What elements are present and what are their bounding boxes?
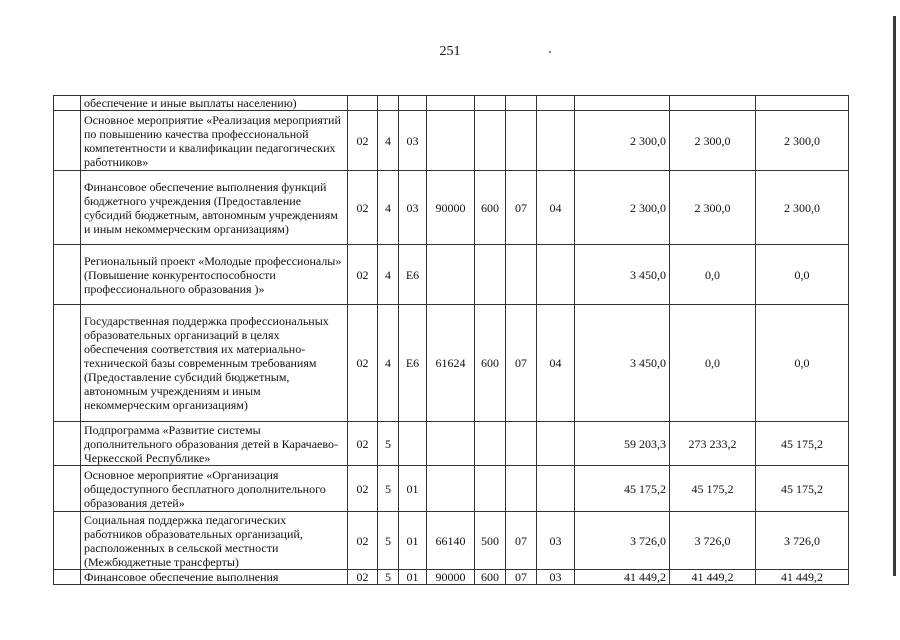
code-section bbox=[506, 245, 537, 305]
table-row bbox=[54, 245, 849, 305]
table-row bbox=[54, 570, 849, 585]
index-cell bbox=[54, 245, 81, 305]
item-name: Государственная поддержка профессиональных образовательных организаций в целях обеспечения соответствия их материально-технической базы современным требованиям (Предоставление субсидий бюджетным, автономным учреждениям и иным некоммерческим организациям) bbox=[81, 305, 348, 422]
code-subprogram: 4 bbox=[378, 305, 399, 422]
code-program: 02 bbox=[348, 171, 378, 245]
item-name: Основное мероприятие «Организация общедоступного бесплатного дополнительного образования детей» bbox=[81, 466, 348, 512]
item-name: Региональный проект «Молодые профессионалы» (Повышение конкурентоспособности профессионального образования )» bbox=[81, 245, 348, 305]
amount-year-2 bbox=[670, 96, 756, 111]
index-cell bbox=[54, 512, 81, 570]
amount-year-3: 45 175,2 bbox=[756, 466, 849, 512]
code-expense-type: 600 bbox=[475, 570, 506, 585]
code-expense-type: 600 bbox=[475, 171, 506, 245]
amount-year-1: 41 449,2 bbox=[575, 570, 670, 585]
amount-year-1: 45 175,2 bbox=[575, 466, 670, 512]
amount-year-1: 3 726,0 bbox=[575, 512, 670, 570]
code-section: 07 bbox=[506, 305, 537, 422]
page-number: 251 bbox=[439, 44, 461, 59]
code-direction: 61624 bbox=[427, 305, 475, 422]
code-section: 07 bbox=[506, 171, 537, 245]
code-section bbox=[506, 422, 537, 466]
code-subsection: 04 bbox=[537, 171, 575, 245]
table-row bbox=[54, 466, 849, 512]
code-section: 07 bbox=[506, 512, 537, 570]
code-measure bbox=[399, 422, 427, 466]
code-measure: 03 bbox=[399, 111, 427, 171]
amount-year-2: 41 449,2 bbox=[670, 570, 756, 585]
code-expense-type: 600 bbox=[475, 305, 506, 422]
code-measure: E6 bbox=[399, 245, 427, 305]
table-row bbox=[54, 111, 849, 171]
amount-year-2: 2 300,0 bbox=[670, 111, 756, 171]
code-subsection: 03 bbox=[537, 512, 575, 570]
amount-year-2: 3 726,0 bbox=[670, 512, 756, 570]
code-expense-type bbox=[475, 111, 506, 171]
code-section bbox=[506, 111, 537, 171]
code-subprogram: 5 bbox=[378, 570, 399, 585]
amount-year-3: 2 300,0 bbox=[756, 111, 849, 171]
code-subsection: 03 bbox=[537, 570, 575, 585]
code-program bbox=[348, 96, 378, 111]
index-cell bbox=[54, 171, 81, 245]
code-program: 02 bbox=[348, 422, 378, 466]
code-direction bbox=[427, 96, 475, 111]
code-subprogram: 5 bbox=[378, 466, 399, 512]
code-direction bbox=[427, 245, 475, 305]
budget-table bbox=[53, 95, 849, 585]
item-name: Финансовое обеспечение выполнения функций бюджетного учреждения (Предоставление субсидий бюджетным, автономным учреждениям и иным некоммерческим организациям) bbox=[81, 171, 348, 245]
index-cell bbox=[54, 570, 81, 585]
amount-year-1 bbox=[575, 96, 670, 111]
code-section bbox=[506, 466, 537, 512]
code-section: 07 bbox=[506, 570, 537, 585]
index-cell bbox=[54, 422, 81, 466]
code-program: 02 bbox=[348, 111, 378, 171]
item-name: Социальная поддержка педагогических работников образовательных организаций, расположенных в сельской местности (Межбюджетные трансферты) bbox=[81, 512, 348, 570]
amount-year-3: 0,0 bbox=[756, 305, 849, 422]
amount-year-1: 3 450,0 bbox=[575, 245, 670, 305]
code-direction: 66140 bbox=[427, 512, 475, 570]
code-measure: E6 bbox=[399, 305, 427, 422]
code-subsection bbox=[537, 96, 575, 111]
amount-year-3: 0,0 bbox=[756, 245, 849, 305]
code-subsection bbox=[537, 466, 575, 512]
amount-year-3 bbox=[756, 96, 849, 111]
code-subprogram bbox=[378, 96, 399, 111]
code-measure: 01 bbox=[399, 512, 427, 570]
code-program: 02 bbox=[348, 512, 378, 570]
index-cell bbox=[54, 305, 81, 422]
scan-edge-line bbox=[893, 16, 896, 576]
code-program: 02 bbox=[348, 570, 378, 585]
scan-speck bbox=[549, 51, 551, 53]
code-subprogram: 4 bbox=[378, 245, 399, 305]
code-measure bbox=[399, 96, 427, 111]
code-program: 02 bbox=[348, 466, 378, 512]
code-expense-type bbox=[475, 245, 506, 305]
code-direction bbox=[427, 466, 475, 512]
index-cell bbox=[54, 96, 81, 111]
code-direction: 90000 bbox=[427, 171, 475, 245]
code-subsection: 04 bbox=[537, 305, 575, 422]
code-subsection bbox=[537, 422, 575, 466]
amount-year-3: 2 300,0 bbox=[756, 171, 849, 245]
code-subprogram: 5 bbox=[378, 512, 399, 570]
code-direction: 90000 bbox=[427, 570, 475, 585]
table-row bbox=[54, 422, 849, 466]
item-name: обеспечение и иные выплаты населению) bbox=[81, 96, 348, 111]
code-subsection bbox=[537, 245, 575, 305]
table-row bbox=[54, 512, 849, 570]
code-expense-type bbox=[475, 422, 506, 466]
item-name: Основное мероприятие «Реализация мероприятий по повышению качества профессиональной компетентности и квалификации педагогических работников» bbox=[81, 111, 348, 171]
table-row bbox=[54, 305, 849, 422]
amount-year-1: 2 300,0 bbox=[575, 111, 670, 171]
code-section bbox=[506, 96, 537, 111]
code-measure: 01 bbox=[399, 570, 427, 585]
amount-year-1: 3 450,0 bbox=[575, 305, 670, 422]
code-expense-type: 500 bbox=[475, 512, 506, 570]
item-name: Подпрограмма «Развитие системы дополнительного образования детей в Карачаево-Черкесской Республике» bbox=[81, 422, 348, 466]
table-row bbox=[54, 96, 849, 111]
amount-year-1: 2 300,0 bbox=[575, 171, 670, 245]
code-subprogram: 5 bbox=[378, 422, 399, 466]
code-expense-type bbox=[475, 96, 506, 111]
code-program: 02 bbox=[348, 245, 378, 305]
code-measure: 03 bbox=[399, 171, 427, 245]
code-expense-type bbox=[475, 466, 506, 512]
index-cell bbox=[54, 111, 81, 171]
amount-year-3: 3 726,0 bbox=[756, 512, 849, 570]
amount-year-2: 2 300,0 bbox=[670, 171, 756, 245]
code-subsection bbox=[537, 111, 575, 171]
code-direction bbox=[427, 111, 475, 171]
table-row bbox=[54, 171, 849, 245]
amount-year-2: 45 175,2 bbox=[670, 466, 756, 512]
amount-year-2: 273 233,2 bbox=[670, 422, 756, 466]
code-subprogram: 4 bbox=[378, 111, 399, 171]
amount-year-3: 45 175,2 bbox=[756, 422, 849, 466]
amount-year-3: 41 449,2 bbox=[756, 570, 849, 585]
amount-year-2: 0,0 bbox=[670, 305, 756, 422]
amount-year-1: 59 203,3 bbox=[575, 422, 670, 466]
code-direction bbox=[427, 422, 475, 466]
item-name: Финансовое обеспечение выполнения bbox=[81, 570, 348, 585]
code-subprogram: 4 bbox=[378, 171, 399, 245]
amount-year-2: 0,0 bbox=[670, 245, 756, 305]
index-cell bbox=[54, 466, 81, 512]
code-program: 02 bbox=[348, 305, 378, 422]
code-measure: 01 bbox=[399, 466, 427, 512]
